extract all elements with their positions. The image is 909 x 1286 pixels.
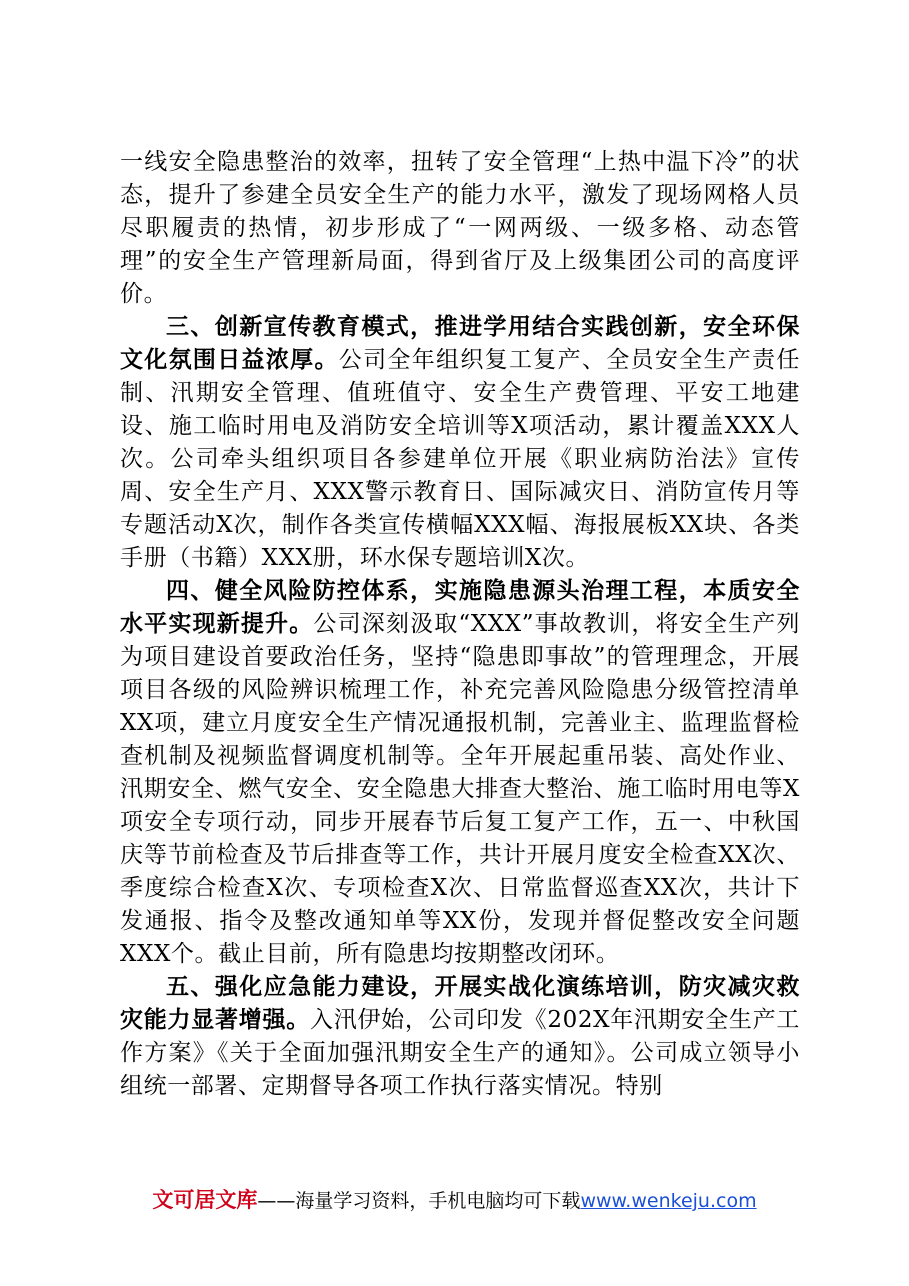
footer-banner	[0, 1184, 909, 1214]
paragraph-section-4	[120, 575, 800, 971]
paragraph-section-5	[120, 971, 800, 1103]
paragraph-text: 公司深刻汲取“XXX”事故教训，将安全生产列为项目建设首要政治任务，坚持“隐患即事故”的管理理念，开展项目各级的风险辨识梳理工作，补充完善风险隐患分级管控清单XX项，建立月度安全生产情况通报机制，完善业主、监理监督检查机制及视频监督调度机制等。全年开展起重吊装、高处作业、汛期安全、燃气安全、安全隐患大排查大整治、施工临时用电等X项安全专项行动，同步开展春节后复工复产工作，五一、中秋国庆等节前检查及节后排查等工作，共计开展月度安全检查XX次、季度综合检查X次、专项检查X次、日常监督巡查XX次，共计下发通报、指令及整改通知单等XX份，发现并督促整改安全问题XXX个。截止目前，所有隐患均按期整改闭环。	[120, 611, 800, 967]
section-heading: 三、创新宣传教育模式，推进学用结合实践创新，安全环保文化氛围日益浓厚。	[120, 314, 800, 373]
footer-slogan: ——海量学习资料，手机电脑均可下载	[257, 1190, 581, 1212]
paragraph-text: 一线安全隐患整治的效率，扭转了安全管理“上热中温下冷”的状态，提升了参建全员安全生产的能力水平，激发了现场网格人员尽职履责的热情，初步形成了“一网两级、一级多格、动态管理”的安全生产管理新局面，得到省厅及上级集团公司的高度评价。	[120, 149, 800, 307]
footer-brand: 文可居文库	[152, 1188, 258, 1212]
document-body	[120, 146, 800, 1103]
footer-site-link[interactable]: www.wenkeju.com	[580, 1190, 757, 1212]
paragraph-section-3	[120, 311, 800, 575]
paragraph-text: 入汛伊始，公司印发《202X年汛期安全生产工作方案》《关于全面加强汛期安全生产的通知》。公司成立领导小组统一部署、定期督导各项工作执行落实情况。特别	[120, 1007, 800, 1099]
section-heading: 五、强化应急能力建设，开展实战化演练培训，防灾减灾救灾能力显著增强。	[120, 974, 800, 1033]
paragraph-continued	[120, 146, 800, 311]
paragraph-text: 公司全年组织复工复产、全员安全生产责任制、汛期安全管理、值班值守、安全生产费管理、平安工地建设、施工临时用电及消防安全培训等X项活动，累计覆盖XXX人次。公司牵头组织项目各参建单位开展《职业病防治法》宣传周、安全生产月、XXX警示教育日、国际减灾日、消防宣传月等专题活动X次，制作各类宣传横幅XXX幅、海报展板XX块、各类手册（书籍）XXX册，环水保专题培训X次。	[120, 347, 800, 571]
section-heading: 四、健全风险防控体系，实施隐患源头治理工程，本质安全水平实现新提升。	[120, 578, 800, 637]
